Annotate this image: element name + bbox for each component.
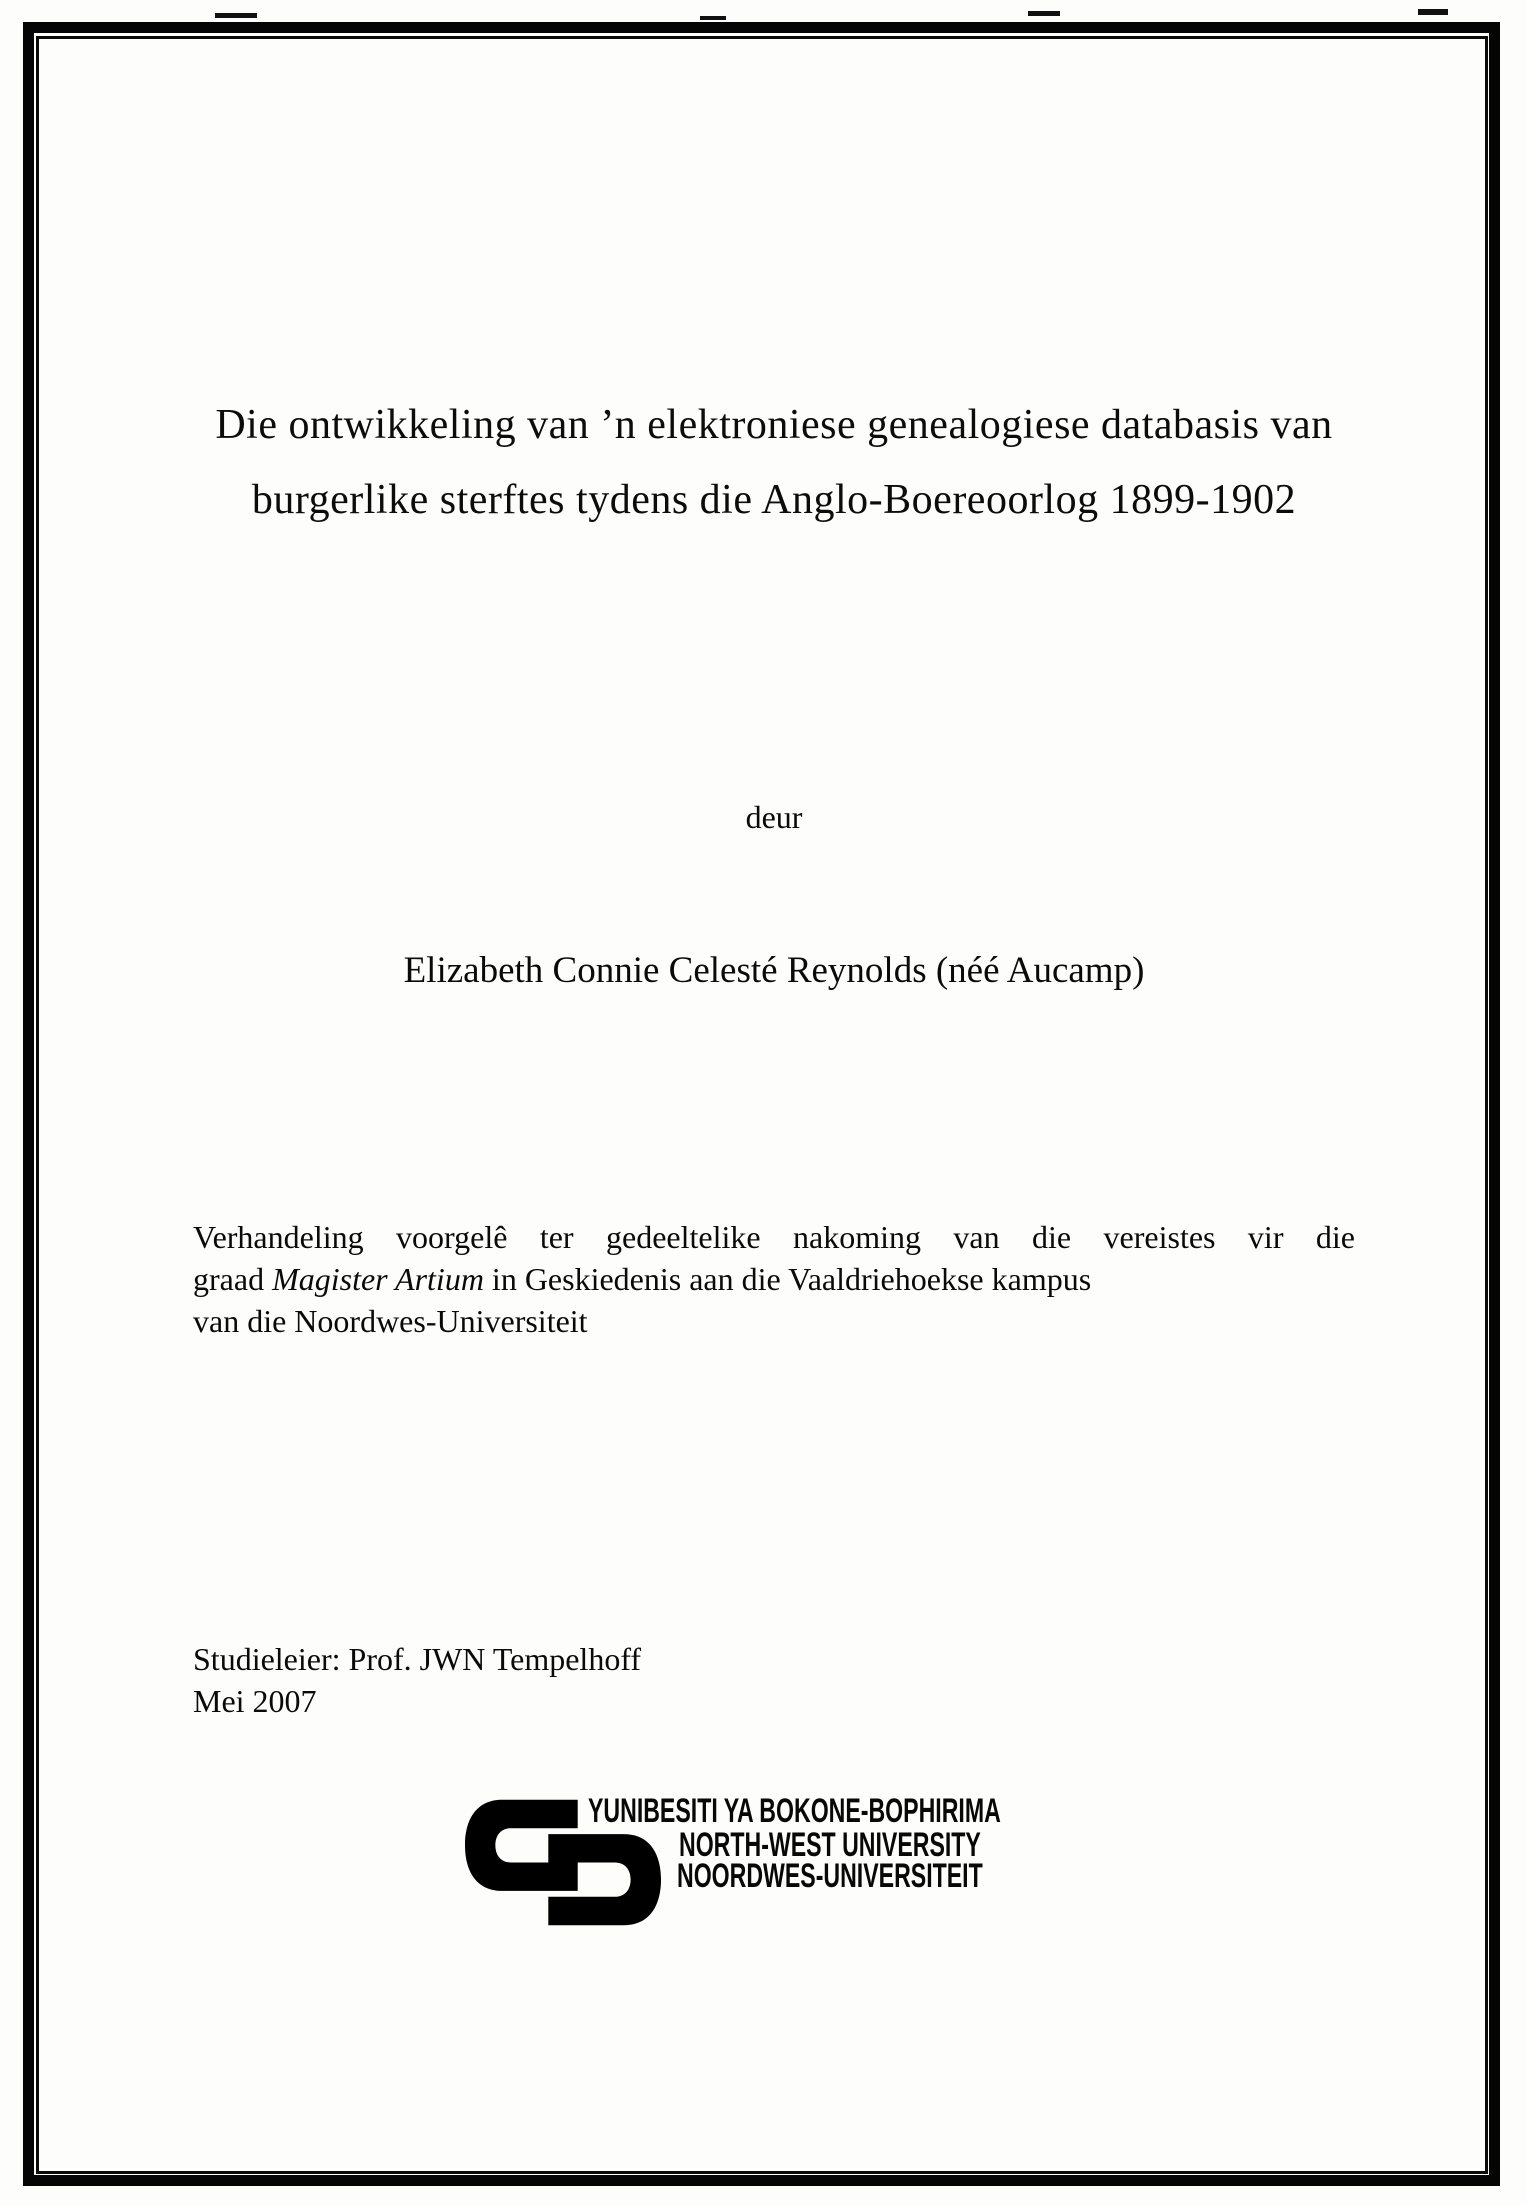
author-name: Elizabeth Connie Celesté Reynolds (néé Aucamp) xyxy=(403,950,1145,991)
thesis-title xyxy=(193,388,1355,538)
logo-text-afrikaans: NOORDWES-UNIVERSITEIT xyxy=(677,1857,983,1895)
supervisor-line: Studieleier: Prof. JWN Tempelhoff xyxy=(193,1641,642,1677)
date-line: Mei 2007 xyxy=(193,1683,317,1719)
scan-speck xyxy=(1418,9,1448,15)
thesis-statement-line2 xyxy=(193,1258,1355,1300)
byline-label: deur xyxy=(745,799,803,835)
statement-line2-suffix: in Geskiedenis aan die Vaaldriehoekse kampus xyxy=(483,1261,1092,1297)
statement-line2-prefix: graad xyxy=(193,1261,273,1297)
degree-name: Magister Artium xyxy=(272,1261,484,1297)
thesis-statement-line3: van die Noordwes-Universiteit xyxy=(193,1303,588,1339)
supervisor-block xyxy=(193,1638,1355,1722)
scan-speck xyxy=(215,13,257,18)
thesis-title-line2: burgerlike sterftes tydens die Anglo-Boereoorlog 1899-1902 xyxy=(251,477,1297,523)
thesis-statement xyxy=(193,1216,1355,1342)
logo-text-setswana: YUNIBESITI YA BOKONE-BOPHIRIMA xyxy=(588,1792,1001,1830)
thesis-statement-line1: Verhandeling voorgelê ter gedeeltelike nakoming van die vereistes vir die xyxy=(193,1219,1355,1255)
logo-text-english: NORTH-WEST UNIVERSITY xyxy=(679,1826,981,1864)
thesis-title-line1: Die ontwikkeling van ’n elektroniese genealogiese databasis van xyxy=(215,402,1333,448)
scan-speck xyxy=(700,16,726,20)
scan-speck xyxy=(1028,11,1060,16)
